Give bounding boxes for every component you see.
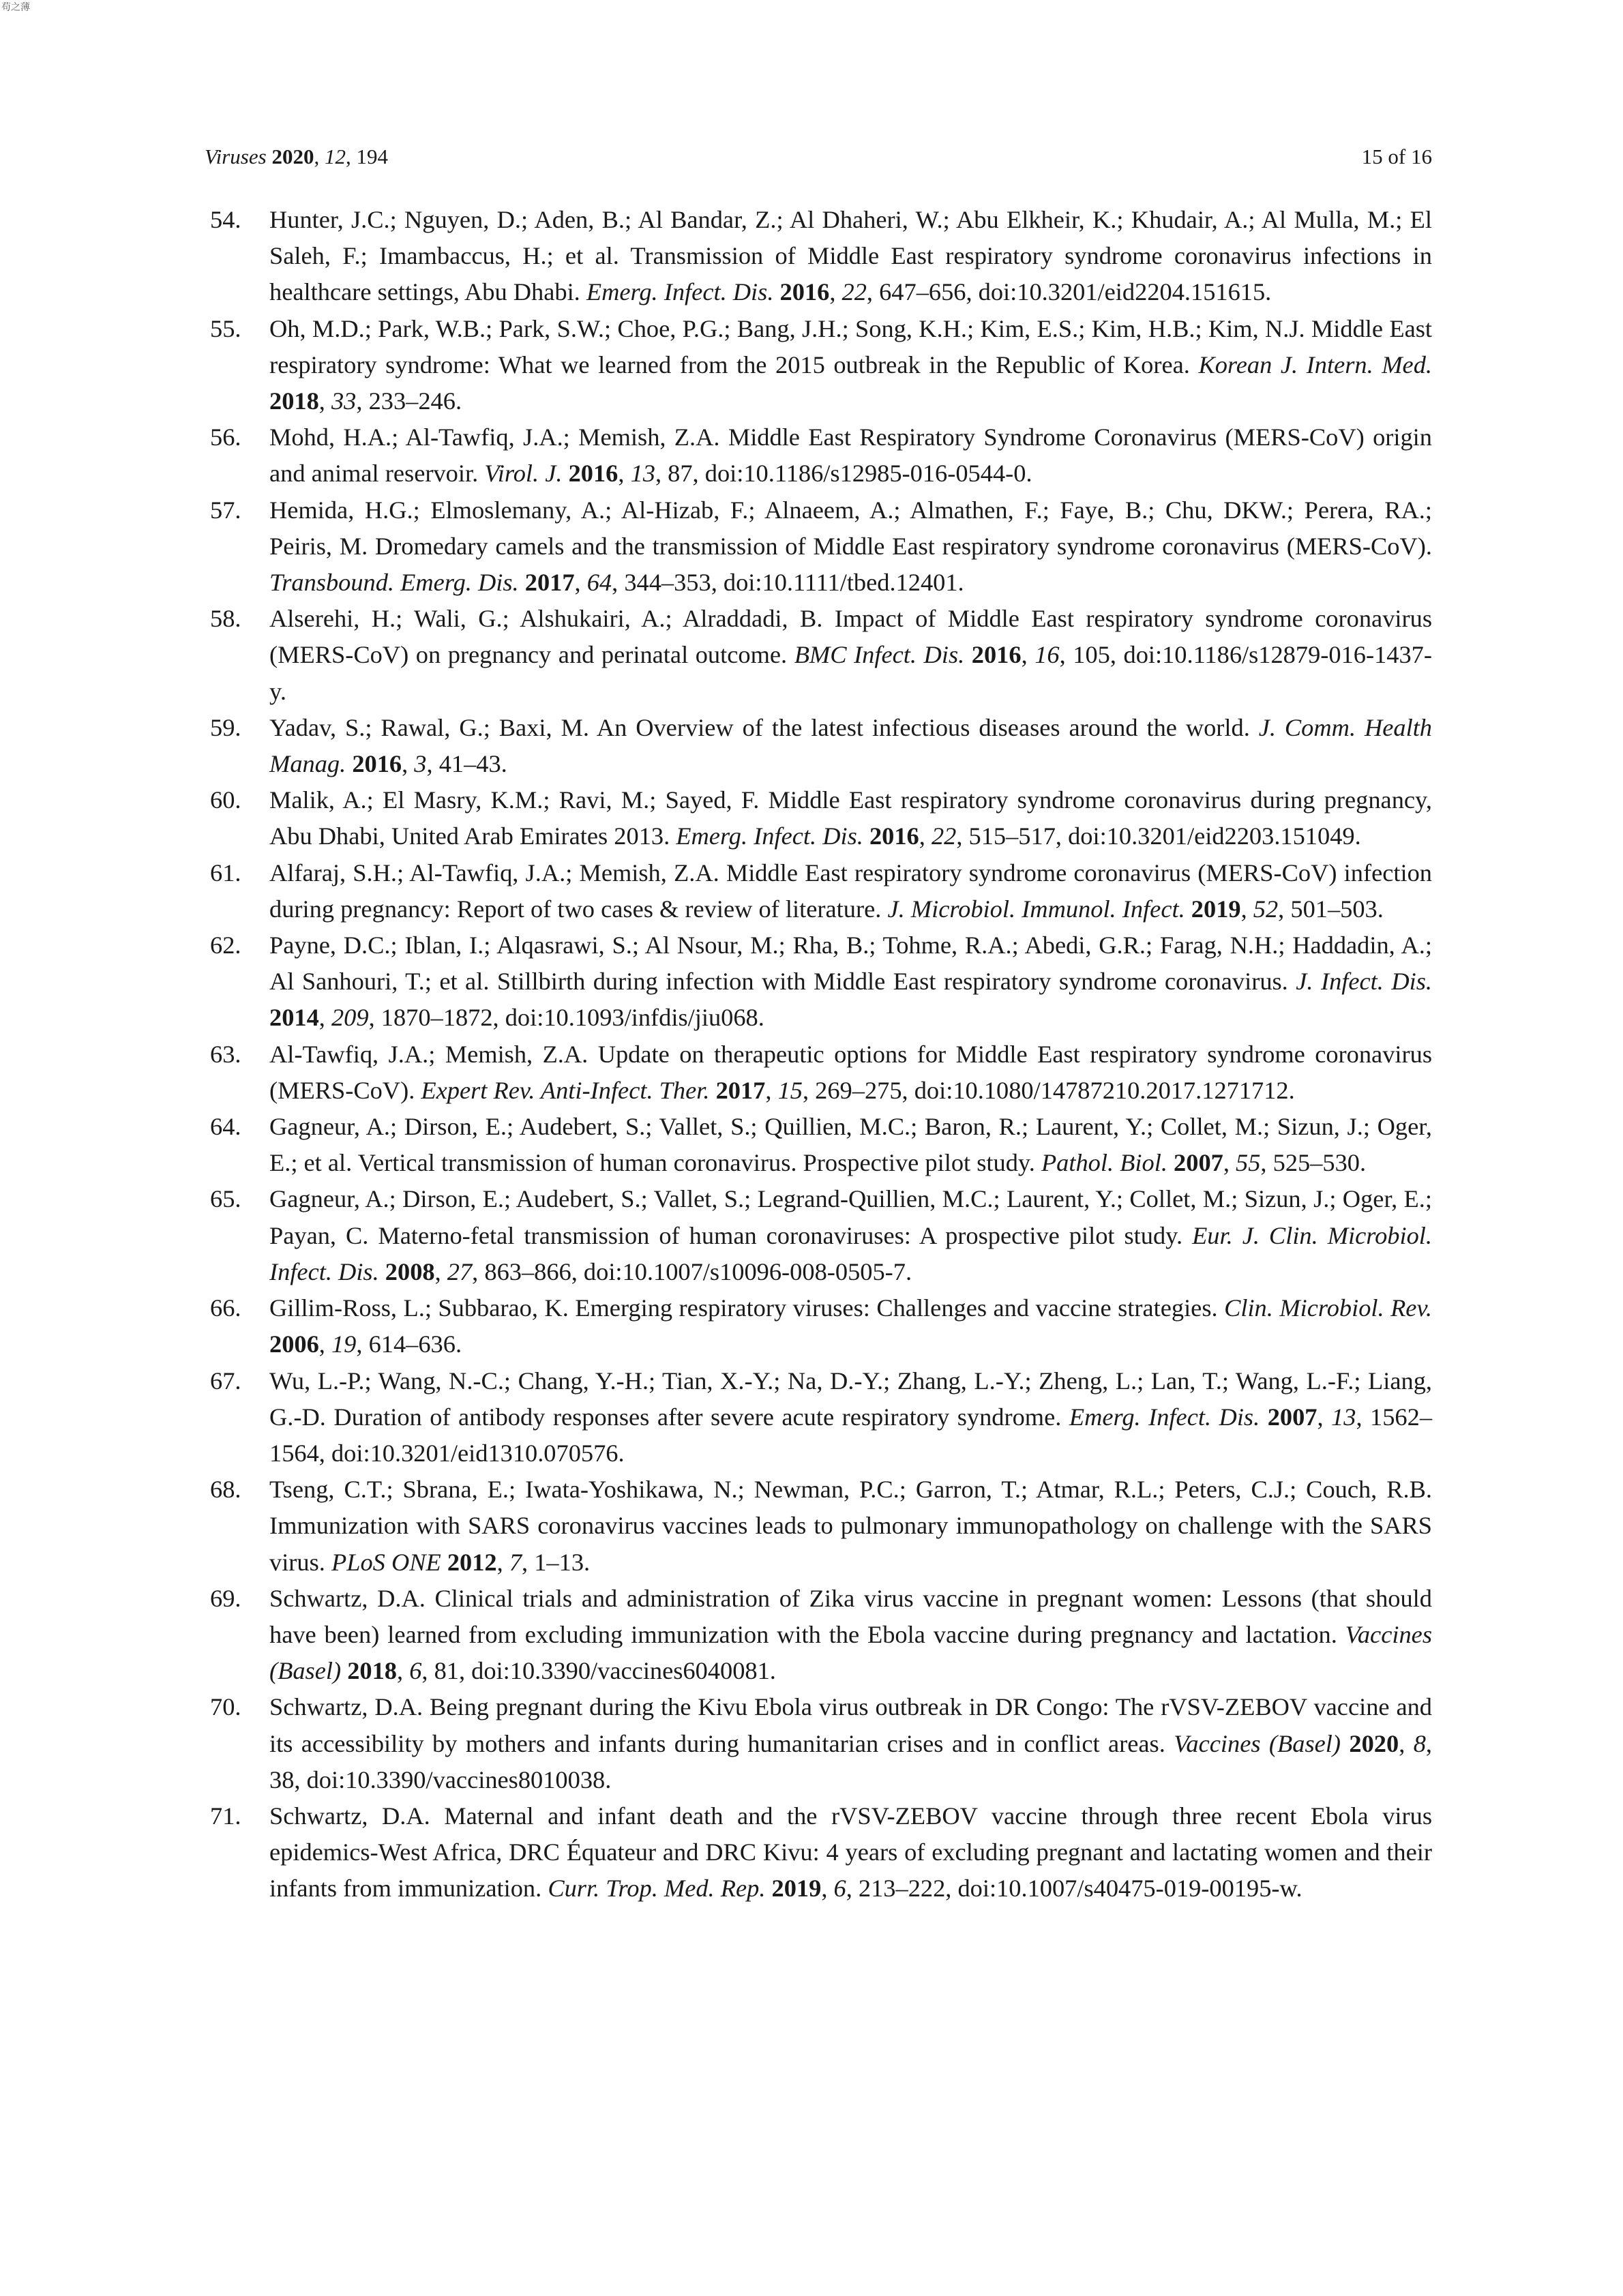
bold-text: 2012 bbox=[447, 1548, 497, 1576]
italic-text: Emerg. Infect. Dis. bbox=[1069, 1403, 1260, 1431]
reference-item bbox=[205, 1181, 1432, 1290]
text-run: Schwartz, D.A. Maternal and infant death and the rVSV-ZEBOV vaccine through three recent Ebola virus epidemics-West Africa, DRC Équateur and DRC Kivu: 4 years of excluding pregnant and lactating women and their infants from immunization. bbox=[269, 1802, 1432, 1903]
text-run: Al-Tawfiq, J.A.; Memish, Z.A. Update on therapeutic options for Middle East respiratory syndrome coronavirus (MERS-CoV). bbox=[269, 1040, 1432, 1104]
text-run bbox=[709, 1077, 715, 1104]
reference-text bbox=[269, 927, 1432, 1037]
italic-text: 52 bbox=[1253, 895, 1279, 923]
reference-list bbox=[205, 202, 1432, 1907]
italic-text: PLoS ONE bbox=[331, 1548, 441, 1576]
text-run: , bbox=[1399, 1729, 1414, 1757]
text-run: , bbox=[318, 1330, 331, 1358]
italic-text: 6 bbox=[833, 1875, 846, 1903]
page-number: 15 of 16 bbox=[1361, 145, 1432, 168]
text-run: , bbox=[618, 460, 631, 488]
italic-text: Vaccines (Basel) bbox=[269, 1620, 1432, 1685]
bold-text: 2006 bbox=[269, 1330, 319, 1358]
italic-text: 55 bbox=[1236, 1149, 1261, 1177]
italic-text: Vaccines (Basel) bbox=[1174, 1729, 1341, 1757]
text-run: , 501–503. bbox=[1278, 895, 1384, 923]
text-run: Gagneur, A.; Dirson, E.; Audebert, S.; Vallet, S.; Quillien, M.C.; Baron, R.; Laurent, Y.; Collet, M.; Sizun, J.; Oger, E.; et al. Vertical transmission of human coronavirus. Prospective pilot study. bbox=[269, 1113, 1432, 1177]
italic-text: Viruses bbox=[205, 145, 267, 168]
bold-text: 2020 bbox=[1349, 1729, 1399, 1757]
text-run: , bbox=[829, 278, 842, 306]
italic-text: Transbound. Emerg. Dis. bbox=[269, 569, 519, 597]
reference-item bbox=[205, 782, 1432, 854]
italic-text: 13 bbox=[630, 460, 655, 488]
reference-number: 67. bbox=[210, 1367, 241, 1395]
text-run: , bbox=[919, 822, 932, 850]
italic-text: 22 bbox=[842, 278, 867, 306]
text-run bbox=[1167, 1149, 1174, 1176]
text-run: , 87, doi:10.1186/s12985-016-0544-0. bbox=[655, 460, 1032, 488]
text-run: , bbox=[1317, 1403, 1332, 1431]
reference-number: 64. bbox=[210, 1113, 241, 1141]
journal-citation bbox=[205, 142, 388, 172]
text-run: Gagneur, A.; Dirson, E.; Audebert, S.; Vallet, S.; Legrand-Quillien, M.C.; Laurent, Y.; Collet, M.; Sizun, J.; Oger, E.; Payan, C. Materno-fetal transmission of human coronaviruses: A prospective pilot study. bbox=[269, 1185, 1432, 1249]
text-run: , bbox=[402, 750, 415, 778]
reference-number: 56. bbox=[210, 423, 241, 451]
reference-text bbox=[269, 855, 1432, 927]
italic-text: 7 bbox=[509, 1548, 522, 1576]
text-run: , bbox=[765, 1076, 778, 1104]
bold-text: 2007 bbox=[1267, 1403, 1317, 1431]
corner-mark: 苟之薄 bbox=[1, 2, 30, 13]
text-run: Payne, D.C.; Iblan, I.; Alqasrawi, S.; Al Nsour, M.; Rha, B.; Tohme, R.A.; Abedi, G.R.; Farag, N.H.; Haddadin, A.; Al Sanhouri, T.; et al. Stillbirth during infection with Middle East respiratory syndrome coronavirus. bbox=[269, 931, 1432, 996]
text-run: , 1562–1564, doi:10.3201/eid1310.070576. bbox=[269, 1403, 1433, 1467]
reference-item bbox=[205, 927, 1432, 1037]
italic-text: 209 bbox=[331, 1004, 369, 1032]
text-run: , 41–43. bbox=[426, 750, 507, 778]
bold-text: 2016 bbox=[869, 822, 919, 850]
bold-text: 2017 bbox=[524, 569, 575, 597]
text-run: , bbox=[396, 1657, 410, 1685]
text-run bbox=[341, 1657, 347, 1684]
bold-text: 2016 bbox=[779, 278, 830, 306]
text-run bbox=[519, 569, 525, 596]
reference-item bbox=[205, 419, 1432, 492]
italic-text: Curr. Trop. Med. Rep. bbox=[548, 1875, 766, 1903]
reference-number: 68. bbox=[210, 1476, 241, 1504]
reference-item bbox=[205, 710, 1432, 782]
text-run: Oh, M.D.; Park, W.B.; Park, S.W.; Choe, P.G.; Bang, J.H.; Song, K.H.; Kim, E.S.; Kim, H.B.; Kim, N.J. Middle East respiratory syndrome: What we learned from the 2015 outbreak in the Republic of Korea. bbox=[269, 314, 1432, 378]
bold-text: 2007 bbox=[1174, 1149, 1223, 1177]
reference-number: 58. bbox=[210, 605, 241, 633]
reference-text bbox=[269, 1363, 1432, 1472]
text-run: , bbox=[1223, 1149, 1236, 1177]
text-run: , 515–517, doi:10.3201/eid2203.151049. bbox=[956, 822, 1361, 850]
italic-text: Clin. Microbiol. Rev. bbox=[1224, 1294, 1433, 1322]
reference-text bbox=[269, 202, 1432, 311]
running-header bbox=[205, 142, 1432, 172]
reference-number: 60. bbox=[210, 786, 241, 814]
text-run: Schwartz, D.A. Clinical trials and administration of Zika virus vaccine in pregnant women: Lessons (that should have been) learned from excluding immunization with the Ebola vaccine during pregnancy and lactation. bbox=[269, 1584, 1432, 1648]
text-run: , 38, doi:10.3390/vaccines8010038. bbox=[269, 1729, 1432, 1793]
reference-number: 70. bbox=[210, 1693, 241, 1721]
reference-text bbox=[269, 1689, 1432, 1798]
bold-text: 2019 bbox=[771, 1875, 822, 1903]
reference-number: 71. bbox=[210, 1802, 241, 1830]
bold-text: 2014 bbox=[269, 1004, 319, 1032]
text-run: Mohd, H.A.; Al-Tawfiq, J.A.; Memish, Z.A. Middle East Respiratory Syndrome Coronavirus (MERS-CoV) origin and animal reservoir. bbox=[269, 423, 1432, 488]
reference-text bbox=[269, 710, 1432, 782]
text-run: , 81, doi:10.3390/vaccines6040081. bbox=[421, 1657, 776, 1685]
text-run: Schwartz, D.A. Being pregnant during the Kivu Ebola virus outbreak in DR Congo: The rVSV-ZEBOV vaccine and its accessibility by mothers and infants during humanitarian crises and in conflict areas. bbox=[269, 1693, 1432, 1757]
text-run: , 105, doi:10.1186/s12879-016-1437-y. bbox=[269, 641, 1432, 705]
text-run: Hunter, J.C.; Nguyen, D.; Aden, B.; Al Bandar, Z.; Al Dhaheri, W.; Abu Elkheir, K.; Khudair, A.; Al Mulla, M.; El Saleh, F.; Imambaccus, H.; et al. Transmission of Middle East respiratory syndrome coronavirus infections in healthcare settings, Abu Dhabi. bbox=[269, 206, 1432, 306]
reference-item bbox=[205, 855, 1432, 927]
bold-text: 2016 bbox=[352, 750, 402, 778]
text-run: , 194 bbox=[345, 145, 388, 168]
text-run bbox=[562, 460, 568, 487]
italic-text: 13 bbox=[1331, 1403, 1356, 1431]
reference-item bbox=[205, 202, 1432, 311]
reference-text bbox=[269, 419, 1432, 492]
italic-text: 33 bbox=[331, 387, 357, 415]
text-run: Alfaraj, S.H.; Al-Tawfiq, J.A.; Memish, Z.A. Middle East respiratory syndrome coronavirus (MERS-CoV) infection during pregnancy: Report of two cases & review of literature. bbox=[269, 859, 1432, 923]
text-run: , bbox=[1240, 895, 1253, 923]
italic-text: 22 bbox=[931, 822, 957, 850]
italic-text: Virol. J. bbox=[484, 460, 563, 488]
reference-number: 62. bbox=[210, 931, 241, 959]
reference-item bbox=[205, 1037, 1432, 1109]
reference-number: 65. bbox=[210, 1185, 241, 1213]
text-run: Yadav, S.; Rawal, G.; Baxi, M. An Overview of the latest infectious diseases around the world. bbox=[269, 713, 1259, 741]
text-run bbox=[765, 1875, 771, 1902]
reference-number: 63. bbox=[210, 1040, 241, 1068]
italic-text: 6 bbox=[409, 1657, 422, 1685]
reference-item bbox=[205, 601, 1432, 710]
reference-text bbox=[269, 601, 1432, 710]
reference-item bbox=[205, 311, 1432, 420]
text-run: Hemida, H.G.; Elmoslemany, A.; Al-Hizab, F.; Alnaeem, A.; Almathen, F.; Faye, B.; Chu, DKW.; Perera, RA.; Peiris, M. Dromedary camels and the transmission of Middle East respiratory syndrome coronavirus (MERS-CoV). bbox=[269, 496, 1432, 560]
text-run: , 1–13. bbox=[522, 1548, 591, 1576]
reference-number: 66. bbox=[210, 1294, 241, 1322]
italic-text: J. Microbiol. Immunol. Infect. bbox=[887, 895, 1185, 923]
italic-text: Expert Rev. Anti-Infect. Ther. bbox=[421, 1076, 710, 1104]
text-run: , 1870–1872, doi:10.1093/infdis/jiu068. bbox=[368, 1004, 764, 1032]
reference-text bbox=[269, 1472, 1432, 1581]
text-run: , 525–530. bbox=[1260, 1149, 1367, 1177]
bold-text: 2018 bbox=[269, 387, 319, 415]
text-run: , 647–656, doi:10.3201/eid2204.151615. bbox=[866, 278, 1272, 306]
text-run bbox=[863, 822, 869, 850]
text-run: , 863–866, doi:10.1007/s10096-008-0505-7. bbox=[472, 1257, 912, 1285]
italic-text: 16 bbox=[1034, 641, 1060, 669]
reference-number: 57. bbox=[210, 496, 241, 524]
text-run bbox=[441, 1549, 447, 1576]
italic-text: J. Comm. Health Manag. bbox=[269, 713, 1432, 778]
reference-text bbox=[269, 1109, 1432, 1181]
text-run bbox=[1260, 1403, 1268, 1431]
bold-text: 2016 bbox=[971, 641, 1022, 669]
text-run bbox=[346, 750, 352, 777]
text-run: Wu, L.-P.; Wang, N.-C.; Chang, Y.-H.; Tian, X.-Y.; Na, D.-Y.; Zhang, L.-Y.; Zheng, L.; Lan, T.; Wang, L.-F.; Liang, G.-D. Duration of antibody responses after severe acute respiratory syndrome. bbox=[269, 1367, 1432, 1431]
italic-text: BMC Infect. Dis. bbox=[794, 641, 965, 669]
text-run: , 233–246. bbox=[356, 387, 462, 415]
reference-number: 54. bbox=[210, 206, 241, 233]
italic-text: Emerg. Infect. Dis. bbox=[676, 822, 863, 850]
reference-number: 69. bbox=[210, 1584, 241, 1612]
reference-item bbox=[205, 1472, 1432, 1581]
reference-text bbox=[269, 1798, 1432, 1907]
reference-number: 61. bbox=[210, 859, 241, 886]
bold-text: 2020 bbox=[271, 145, 314, 168]
text-run bbox=[964, 641, 972, 668]
reference-number: 55. bbox=[210, 314, 241, 342]
text-run: Gillim-Ross, L.; Subbarao, K. Emerging respiratory viruses: Challenges and vaccine strategies. bbox=[269, 1294, 1225, 1322]
text-run: , bbox=[318, 387, 331, 415]
text-run bbox=[379, 1258, 385, 1285]
reference-item bbox=[205, 1581, 1432, 1690]
reference-text bbox=[269, 1290, 1432, 1362]
text-run: , bbox=[314, 145, 325, 168]
italic-text: Emerg. Infect. Dis. bbox=[586, 278, 774, 306]
italic-text: 64 bbox=[586, 569, 612, 597]
italic-text: 8 bbox=[1413, 1729, 1426, 1757]
text-run: , bbox=[496, 1548, 509, 1576]
reference-text bbox=[269, 782, 1432, 854]
text-run: Alserehi, H.; Wali, G.; Alshukairi, A.; Alraddadi, B. Impact of Middle East respiratory syndrome coronavirus (MERS-CoV) on pregnancy and perinatal outcome. bbox=[269, 605, 1432, 669]
italic-text: 19 bbox=[331, 1330, 357, 1358]
italic-text: Korean J. Intern. Med. bbox=[1198, 351, 1433, 378]
text-run bbox=[1185, 895, 1191, 923]
text-run: , 614–636. bbox=[356, 1330, 462, 1358]
reference-item bbox=[205, 492, 1432, 601]
text-run: , bbox=[434, 1257, 447, 1285]
text-run: , bbox=[574, 569, 587, 597]
italic-text: J. Infect. Dis. bbox=[1296, 968, 1432, 996]
text-run: , 344–353, doi:10.1111/tbed.12401. bbox=[612, 569, 964, 597]
text-run: , 269–275, doi:10.1080/14787210.2017.1271712. bbox=[802, 1076, 1295, 1104]
reference-item bbox=[205, 1290, 1432, 1362]
bold-text: 2017 bbox=[715, 1076, 766, 1104]
reference-item bbox=[205, 1689, 1432, 1798]
italic-text: 12 bbox=[324, 145, 346, 168]
text-run: Tseng, C.T.; Sbrana, E.; Iwata-Yoshikawa, N.; Newman, P.C.; Garron, T.; Atmar, R.L.; Peters, C.J.; Couch, R.B. Immunization with SARS coronavirus vaccines leads to pulmonary immunopathology on challenge with the SARS virus. bbox=[269, 1476, 1432, 1576]
reference-item bbox=[205, 1798, 1432, 1907]
text-run: Malik, A.; El Masry, K.M.; Ravi, M.; Sayed, F. Middle East respiratory syndrome coronavirus during pregnancy, Abu Dhabi, United Arab Emirates 2013. bbox=[269, 786, 1432, 850]
reference-item bbox=[205, 1363, 1432, 1472]
reference-text bbox=[269, 1037, 1432, 1109]
italic-text: 3 bbox=[414, 750, 427, 778]
reference-text bbox=[269, 311, 1432, 420]
bold-text: 2016 bbox=[568, 460, 619, 488]
bold-text: 2008 bbox=[385, 1257, 435, 1285]
text-run bbox=[773, 278, 779, 305]
text-run bbox=[1341, 1730, 1349, 1757]
reference-text bbox=[269, 1181, 1432, 1290]
text-run: , bbox=[1021, 641, 1035, 669]
text-run: , bbox=[821, 1875, 834, 1903]
text-run: , 213–222, doi:10.1007/s40475-019-00195-w. bbox=[846, 1875, 1302, 1903]
bold-text: 2018 bbox=[347, 1657, 397, 1685]
reference-text bbox=[269, 492, 1432, 601]
italic-text: Pathol. Biol. bbox=[1041, 1149, 1167, 1177]
text-run: , bbox=[318, 1004, 331, 1032]
italic-text: 15 bbox=[777, 1076, 803, 1104]
italic-text: Eur. J. Clin. Microbiol. Infect. Dis. bbox=[269, 1221, 1432, 1285]
reference-item bbox=[205, 1109, 1432, 1181]
italic-text: 27 bbox=[447, 1257, 473, 1285]
reference-number: 59. bbox=[210, 713, 241, 741]
reference-text bbox=[269, 1581, 1432, 1690]
bold-text: 2019 bbox=[1191, 895, 1241, 923]
